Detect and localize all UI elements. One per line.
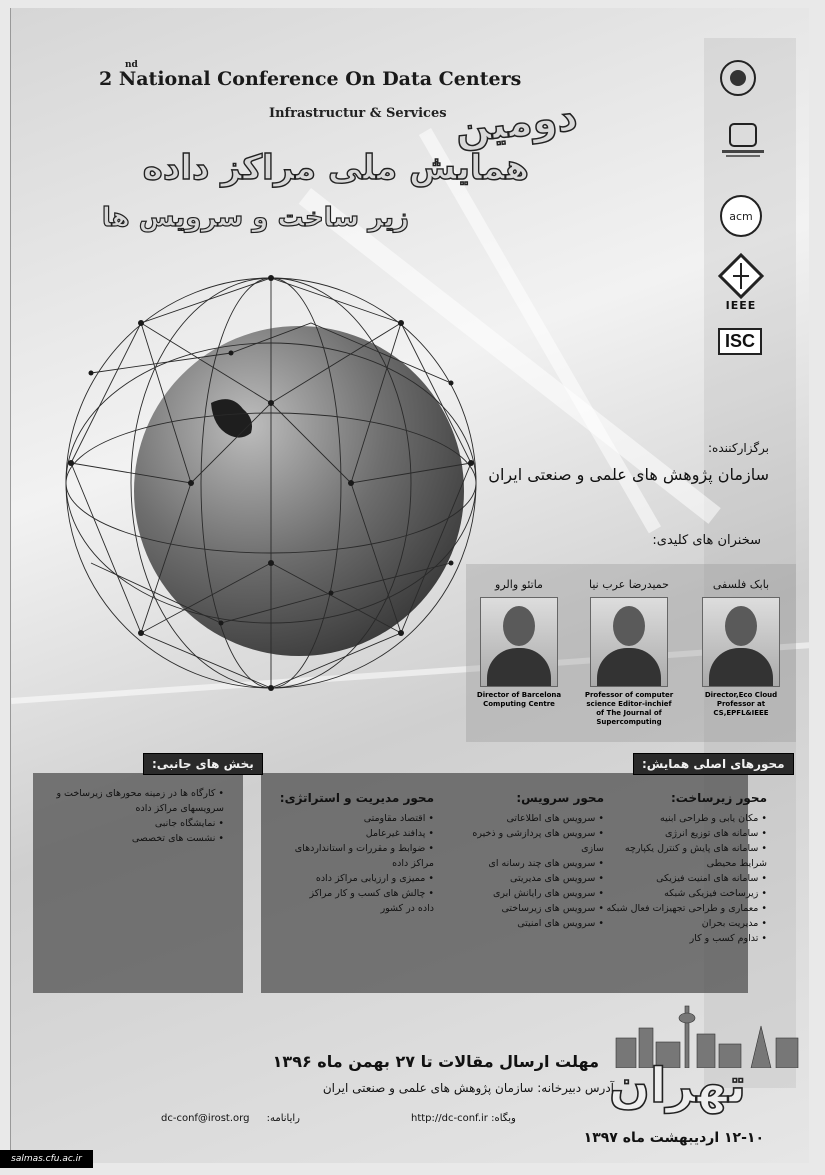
list-item: • سرویس های رایانش ابری: [454, 886, 604, 901]
list-item: • ضوابط و مقررات و استانداردهای مراکز داده: [294, 841, 434, 871]
list-item: • سرویس های زیرساختی: [454, 901, 604, 916]
network-globe-icon: [51, 263, 491, 703]
list-item: • تداوم کسب و کار: [597, 931, 767, 946]
speaker-title: Director,Eco Cloud Professor at CS,EPFL&IEEE: [704, 691, 778, 717]
secretariat-address: آدرس دبیرخانه: سازمان پژوهش های علمی و صنعتی ایران: [322, 1081, 614, 1095]
ict-ministry-logo: [718, 120, 768, 160]
speaker-title: Professor of computer science Editor-inchief of The Journal of Supercomputing: [584, 691, 674, 726]
list-item: • سامانه های توزیع انرژی: [597, 826, 767, 841]
website-url[interactable]: http://dc-conf.ir: [411, 1113, 488, 1124]
city-name: تهران: [609, 1058, 746, 1114]
list-item: • ممیزی و ارزیابی مراکز داده: [294, 871, 434, 886]
list-item: • مکان یابی و طراحی ابنیه: [597, 811, 767, 826]
list-item: • نمایشگاه جانبی: [44, 816, 224, 831]
list-item: • اقتصاد مقاومتی: [294, 811, 434, 826]
isc-logo: [718, 328, 762, 355]
list-item: • سرویس های مدیریتی: [454, 871, 604, 886]
speaker-title: Director of Barcelona Computing Centre: [476, 691, 562, 708]
email-address[interactable]: dc-conf@irost.org: [161, 1113, 250, 1124]
email-label: رایانامه:: [266, 1113, 300, 1124]
emblem-icon: [718, 58, 758, 98]
speaker-name: ماتئو والرو: [495, 578, 543, 591]
persian-ordinal-title: دومین: [452, 93, 580, 153]
poster: [10, 8, 809, 1163]
list-item: • سرویس های پردازشی و ذخیره سازی: [454, 826, 604, 856]
site-watermark: salmas.cfu.ac.ir: [0, 1150, 93, 1168]
list-item: • معماری و طراحی تجهیزات فعال شبکه: [597, 901, 767, 916]
management-axis-title: محور مدیریت و استراتژی:: [279, 791, 434, 805]
speaker-card: [696, 578, 786, 718]
management-axis-list: [294, 811, 434, 916]
speaker-photo: [590, 597, 668, 687]
list-item: • سرویس های امنیتی: [454, 916, 604, 931]
english-title-text: National Conference On Data Centers: [118, 68, 522, 90]
ieee-logo: [718, 253, 764, 312]
english-subtitle: Infrastructur & Services: [269, 106, 447, 121]
list-item: • مدیریت بحران: [597, 916, 767, 931]
email-contact: [161, 1113, 300, 1124]
speaker-name: حمیدرضا عرب نیا: [589, 578, 669, 591]
speaker-card: [584, 578, 674, 727]
list-item: • پدافند غیرعامل: [294, 826, 434, 841]
speaker-photo: [702, 597, 780, 687]
main-axes-header: محورهای اصلی همایش:: [633, 753, 794, 775]
svg-text:acm: acm: [729, 210, 753, 223]
list-item: • چالش های کسب و کار مراکز داده در کشور: [294, 886, 434, 916]
infra-axis-list: [597, 811, 767, 946]
english-title: [99, 60, 522, 90]
list-item: • سامانه های پایش و کنترل یکپارچه شرایط محیطی: [597, 841, 767, 871]
organizer-label: برگزارکننده:: [707, 441, 769, 455]
persian-main-title: همایش ملی مراکز داده: [142, 148, 529, 188]
research-org-logo: [718, 58, 758, 98]
service-axis-title: محور سرویس:: [516, 791, 604, 805]
organizer-name: سازمان پژوهش های علمی و صنعتی ایران: [488, 465, 769, 484]
speaker-card: [474, 578, 564, 709]
ministry-emblem-icon: [718, 120, 768, 160]
ieee-text: IEEE: [725, 299, 757, 312]
side-sections-header: بخش های جانبی:: [143, 753, 263, 775]
speakers-label: سخنران های کلیدی:: [652, 533, 761, 548]
website-contact: [411, 1113, 516, 1124]
ordinal-suffix: nd: [125, 60, 138, 70]
list-item: • زیرساخت فیزیکی شبکه: [597, 886, 767, 901]
list-item: • سرویس های اطلاعاتی: [454, 811, 604, 826]
list-item: • نشست های تخصصی: [44, 831, 224, 846]
isc-text: ISC: [718, 328, 762, 355]
ieee-diamond-icon: [718, 253, 764, 299]
infra-axis-title: محور زیرساخت:: [670, 791, 767, 805]
conference-dates: ۱۲-۱۰ اردیبهشت ماه ۱۳۹۷: [583, 1130, 764, 1146]
service-axis-list: [454, 811, 604, 931]
speaker-photo: [480, 597, 558, 687]
list-item: • سرویس های چند رسانه ای: [454, 856, 604, 871]
list-item: • کارگاه ها در زمینه محورهای زیرساخت و سرویسهای مراکز داده: [44, 786, 224, 816]
ordinal-number: 2: [99, 68, 113, 90]
list-item: • سامانه های امنیت فیزیکی: [597, 871, 767, 886]
globe-illustration: [51, 263, 491, 703]
submission-deadline: مهلت ارسال مقالات تا ۲۷ بهمن ماه ۱۳۹۶: [272, 1052, 599, 1071]
acm-diamond-icon: [718, 193, 764, 239]
speaker-name: بابک فلسفی: [712, 578, 770, 591]
acm-logo: [718, 193, 764, 239]
website-label: وبگاه:: [491, 1113, 516, 1124]
persian-subtitle: زیر ساخت و سرویس ها: [101, 203, 409, 233]
speakers-panel: [466, 564, 796, 742]
side-sections-list: [44, 786, 224, 846]
